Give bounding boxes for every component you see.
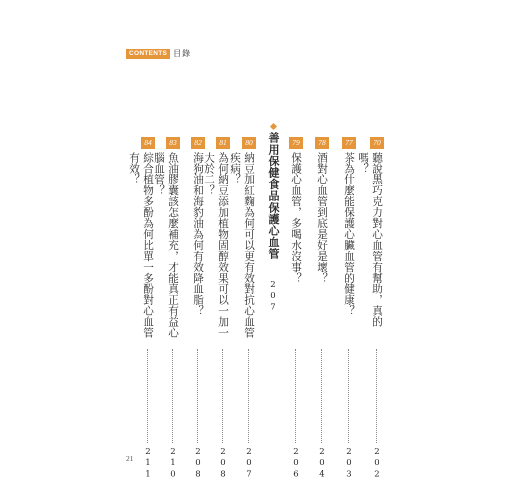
entry-title: 納豆加紅麴為何可以更有效對抗心血管疾病？ (229, 152, 255, 339)
contents-badge: CONTENTS (126, 49, 170, 59)
section-page-number: 207 (268, 280, 278, 314)
diamond-icon (269, 123, 276, 130)
entry-number-badge: 82 (191, 137, 205, 149)
entry-number-badge: 81 (216, 137, 230, 149)
entry-number-badge: 77 (342, 137, 356, 149)
contents-title: 目錄 (173, 49, 192, 58)
leader-dots (172, 349, 173, 443)
entry-number-badge: 70 (370, 137, 384, 149)
leader-dots (321, 349, 322, 443)
entry-number-badge: 78 (315, 137, 329, 149)
contents-header (126, 49, 191, 59)
leader-dots (295, 349, 296, 443)
entry-page-number: 204 (317, 447, 327, 481)
section-heading[interactable] (263, 124, 283, 314)
entry-number-badge: 79 (289, 137, 303, 149)
entry-number-badge: 83 (166, 137, 180, 149)
entry-page-number: 207 (244, 447, 254, 481)
entry-page-number: 202 (372, 447, 382, 481)
entry-title: 酒對心血管到底是好是壞？ (316, 152, 328, 284)
toc-entry[interactable] (128, 137, 156, 481)
toc-entry[interactable] (153, 137, 181, 481)
entry-title: 綜合植物多酚為何比單一多酚對心血管有效？ (128, 152, 154, 339)
leader-dots (248, 349, 249, 443)
entry-title: 魚油膠囊該怎麼補充，才能真正有益心腦血管？ (153, 152, 179, 339)
toc-entry[interactable] (314, 137, 330, 481)
entry-title: 茶為什麼能保護心臟血管的健康？ (343, 152, 355, 317)
entry-page-number: 203 (344, 447, 354, 481)
section-title: 善用保健食品保護心血管 (267, 132, 280, 260)
toc-entry[interactable] (357, 137, 385, 481)
toc-entry[interactable] (203, 137, 231, 481)
toc-entry[interactable] (341, 137, 357, 481)
entry-page-number: 210 (168, 447, 178, 481)
entry-title: 為何納豆添加植物固醇效果可以一加一大於二？ (203, 152, 229, 339)
page-number: 21 (126, 454, 134, 463)
toc-entry[interactable] (190, 137, 206, 481)
entry-title: 保護心血管，多喝水沒事？ (290, 152, 302, 284)
entry-page-number: 208 (193, 447, 203, 481)
leader-dots (348, 349, 349, 443)
leader-dots (222, 349, 223, 443)
leader-dots (197, 349, 198, 443)
leader-dots (376, 349, 377, 443)
entry-number-badge: 84 (141, 137, 155, 149)
entry-number-badge: 80 (242, 137, 256, 149)
entry-page-number: 211 (143, 447, 153, 481)
entry-page-number: 208 (218, 447, 228, 481)
toc-entry[interactable] (288, 137, 304, 481)
entry-page-number: 206 (291, 447, 301, 481)
leader-dots (147, 349, 148, 443)
entry-title: 海狗油和海豹油為何有效降血脂？ (192, 152, 204, 317)
toc-entry[interactable] (229, 137, 257, 481)
entry-title: 聽說黑巧克力對心血管有幫助，真的嗎？ (357, 152, 383, 328)
